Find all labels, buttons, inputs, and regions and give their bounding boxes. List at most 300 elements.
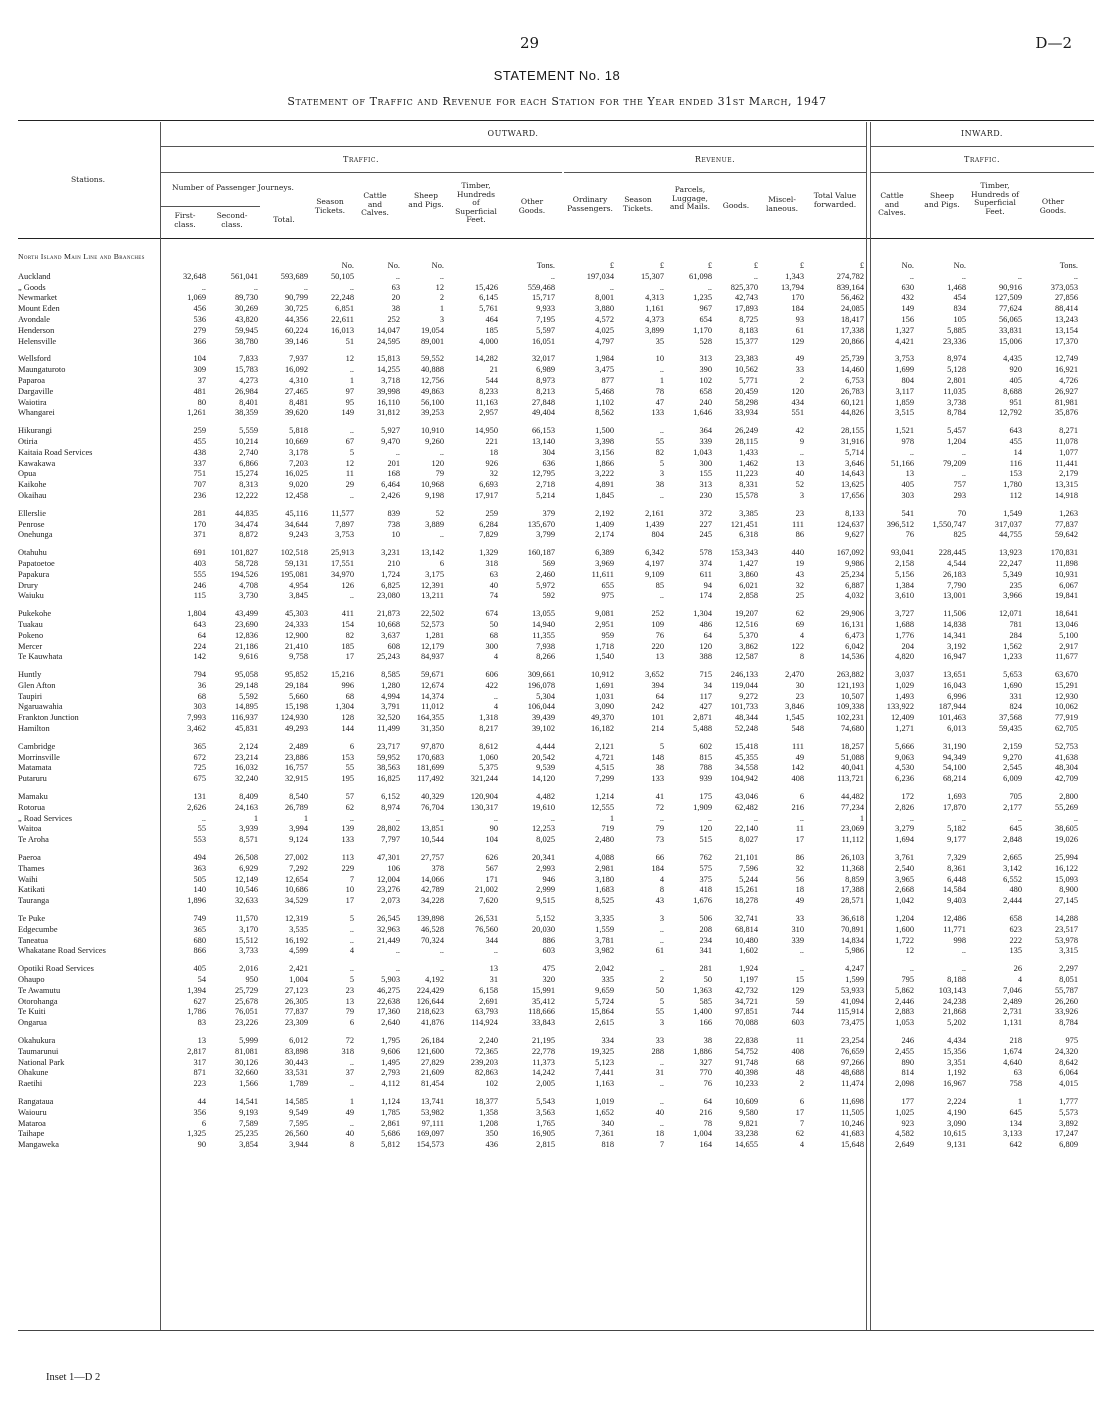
table-cell: 4,726: [1059, 375, 1078, 385]
table-cell: 8,361: [947, 863, 966, 873]
table-cell: 2,801: [947, 375, 966, 385]
table-cell: 33,843: [531, 1018, 555, 1028]
table-row: [18, 581, 1094, 592]
table-cell: 3: [659, 469, 664, 479]
station-name: Te Kuiti: [18, 1007, 46, 1017]
table-cell: 418: [699, 885, 712, 895]
station-name: Taumarunui: [18, 1046, 59, 1056]
table-cell: 4,015: [1059, 1079, 1078, 1089]
table-cell: 50: [655, 985, 664, 995]
table-cell: 6: [799, 1096, 804, 1106]
table-cell: 4: [349, 946, 354, 956]
table-cell: 79: [655, 824, 664, 834]
table-cell: 22,248: [330, 293, 354, 303]
table-cell: ..: [659, 924, 664, 934]
table-cell: 239,203: [470, 1057, 498, 1067]
table-cell: 824: [1009, 702, 1022, 712]
col-header-sheep: Sheep and Pigs.: [408, 191, 444, 209]
table-cell: 228,445: [938, 548, 966, 558]
table-cell: 1,400: [693, 1007, 712, 1017]
table-cell: 32,520: [376, 713, 400, 723]
table-cell: 19,325: [590, 1046, 614, 1056]
table-cell: 41,094: [840, 996, 864, 1006]
table-cell: 2,615: [595, 1018, 614, 1028]
table-cell: 24,238: [942, 996, 966, 1006]
table-cell: 15,216: [330, 670, 354, 680]
table-cell: 6,693: [479, 480, 498, 490]
table-cell: 164: [699, 1140, 712, 1150]
table-cell: 121,193: [836, 680, 864, 690]
table-cell: ..: [659, 935, 664, 945]
col-header-ordinary-passengers: Ordinary Passengers.: [567, 195, 613, 213]
table-row: [18, 670, 1094, 681]
table-cell: 25,994: [1054, 853, 1078, 863]
table-cell: 90,799: [284, 293, 308, 303]
table-cell: 170: [193, 519, 206, 529]
table-cell: 20,866: [840, 336, 864, 346]
table-cell: 88,414: [1054, 304, 1078, 314]
table-cell: 18,417: [840, 314, 864, 324]
table-row: [18, 631, 1094, 642]
table-cell: 91,748: [734, 1057, 758, 1067]
table-cell: 40,888: [420, 365, 444, 375]
table-cell: 10,562: [734, 365, 758, 375]
table-cell: 7,790: [947, 580, 966, 590]
table-cell: 133: [341, 835, 354, 845]
table-cell: 229: [341, 863, 354, 873]
table-cell: 313: [699, 354, 712, 364]
group-spacer: [18, 785, 1094, 792]
table-cell: 20,341: [531, 853, 555, 863]
station-name: Mangaweka: [18, 1140, 59, 1150]
station-name: Paeroa: [18, 853, 41, 863]
table-cell: 12,071: [998, 609, 1022, 619]
table-cell: 2,005: [536, 1079, 555, 1089]
table-cell: 29,184: [284, 680, 308, 690]
table-cell: 14,834: [840, 935, 864, 945]
table-cell: 68: [197, 691, 206, 701]
table-cell: 1,795: [381, 1036, 400, 1045]
station-name: Whangarei: [18, 408, 55, 418]
table-cell: 17,893: [734, 304, 758, 314]
table-cell: 1,724: [381, 569, 400, 579]
table-cell: 578: [699, 548, 712, 558]
table-cell: 14,282: [474, 354, 498, 364]
table-cell: 29,148: [234, 680, 258, 690]
table-cell: 62: [795, 1129, 804, 1139]
table-cell: 78: [655, 386, 664, 396]
table-cell: 22,778: [531, 1046, 555, 1056]
table-cell: 56,462: [840, 293, 864, 303]
table-cell: 6,013: [947, 724, 966, 734]
table-cell: 363: [193, 863, 206, 873]
station-name: Onehunga: [18, 530, 53, 540]
table-cell: 1,235: [693, 293, 712, 303]
table-cell: 2,455: [895, 1046, 914, 1056]
table-cell: 128: [341, 713, 354, 723]
table-cell: 7,596: [739, 863, 758, 873]
table-cell: 17,388: [840, 885, 864, 895]
table-cell: 7,292: [289, 863, 308, 873]
table-cell: 35: [655, 336, 664, 346]
table-cell: 21,873: [376, 609, 400, 619]
table-cell: 5: [349, 447, 354, 457]
table-cell: 5,972: [536, 580, 555, 590]
table-cell: 544: [485, 375, 498, 385]
table-cell: 4,313: [645, 293, 664, 303]
table-cell: 9,758: [289, 652, 308, 662]
table-cell: 14,655: [734, 1140, 758, 1150]
table-cell: 5,123: [595, 1057, 614, 1067]
table-cell: 72,365: [474, 1046, 498, 1056]
table-cell: 1,566: [239, 1079, 258, 1089]
table-cell: 8,525: [595, 896, 614, 906]
table-cell: 10,214: [234, 436, 258, 446]
table-row: [18, 272, 1094, 283]
station-name: Hamilton: [18, 724, 50, 734]
table-cell: 234: [699, 935, 712, 945]
table-cell: 101,463: [938, 713, 966, 723]
table-cell: 9,270: [1003, 752, 1022, 762]
table-cell: ..: [349, 426, 354, 436]
table-cell: 59,552: [420, 354, 444, 364]
station-name: Pukekohe: [18, 609, 52, 619]
table-cell: 2,489: [1003, 996, 1022, 1006]
table-cell: ..: [961, 946, 966, 956]
table-cell: 16,947: [942, 652, 966, 662]
table-cell: 29: [345, 480, 354, 490]
table-cell: 16,905: [531, 1129, 555, 1139]
table-cell: 4,544: [947, 558, 966, 568]
table-cell: 26,560: [284, 1129, 308, 1139]
table-cell: ..: [799, 946, 804, 956]
table-cell: 167,092: [836, 548, 864, 558]
station-name: Ohakune: [18, 1068, 49, 1078]
table-cell: 4: [493, 702, 498, 712]
table-cell: 10,668: [376, 619, 400, 629]
table-cell: 6: [349, 1018, 354, 1028]
table-cell: 21,868: [942, 1007, 966, 1017]
table-cell: 142: [791, 763, 804, 773]
table-cell: 5,152: [536, 914, 555, 924]
table-cell: 705: [1009, 792, 1022, 802]
table-cell: 2,957: [479, 408, 498, 418]
table-cell: 10,609: [734, 1096, 758, 1106]
table-cell: 8,331: [739, 480, 758, 490]
table-cell: 79: [345, 1007, 354, 1017]
table-cell: 9,131: [947, 1140, 966, 1150]
table-cell: 456: [193, 304, 206, 314]
table-cell: 996: [341, 680, 354, 690]
table-row: [18, 459, 1094, 470]
table-cell: 5: [659, 741, 664, 751]
table-cell: 2,540: [895, 863, 914, 873]
table-cell: 674: [485, 609, 498, 619]
table-cell: 12,391: [420, 580, 444, 590]
table-cell: 2,158: [895, 558, 914, 568]
table-cell: 17,917: [474, 490, 498, 500]
table-cell: 26,545: [376, 914, 400, 924]
table-cell: 4,434: [947, 1036, 966, 1045]
table-cell: 31,350: [420, 724, 444, 734]
table-cell: 101: [651, 713, 664, 723]
table-cell: 29,906: [840, 609, 864, 619]
table-cell: 2,731: [1003, 1007, 1022, 1017]
table-cell: 2,124: [239, 741, 258, 751]
table-cell: 411: [341, 609, 354, 619]
table-cell: ..: [659, 1079, 664, 1089]
table-cell: 43: [655, 896, 664, 906]
table-cell: 6,753: [845, 375, 864, 385]
table-cell: 18: [655, 1129, 664, 1139]
table-cell: 90,916: [998, 282, 1022, 292]
table-cell: 62,482: [734, 802, 758, 812]
table-cell: 593,689: [280, 271, 308, 281]
table-cell: 45,831: [234, 724, 258, 734]
table-cell: 9,198: [425, 490, 444, 500]
table-cell: 672: [193, 752, 206, 762]
table-cell: 37: [345, 1068, 354, 1078]
table-cell: 17,247: [1054, 1129, 1078, 1139]
table-cell: 58,728: [234, 558, 258, 568]
table-cell: 153: [341, 752, 354, 762]
table-cell: 8,784: [1059, 1018, 1078, 1028]
table-cell: 394: [651, 680, 664, 690]
table-cell: 303: [193, 702, 206, 712]
table-cell: 155: [699, 469, 712, 479]
table-cell: 8,313: [239, 480, 258, 490]
table-cell: 50: [703, 975, 712, 985]
table-cell: 51,166: [890, 458, 914, 468]
table-row: [18, 681, 1094, 692]
table-cell: 7,299: [595, 774, 614, 784]
table-cell: 25,234: [840, 569, 864, 579]
table-cell: 66,153: [531, 426, 555, 436]
table-cell: 3,222: [595, 469, 614, 479]
table-cell: 4: [799, 630, 804, 640]
table-cell: 654: [699, 314, 712, 324]
table-cell: 371: [193, 530, 206, 540]
table-cell: 12: [345, 458, 354, 468]
table-cell: 83,898: [284, 1046, 308, 1056]
table-cell: 16,182: [590, 724, 614, 734]
table-cell: 4,820: [895, 652, 914, 662]
table-cell: 3,090: [947, 1118, 966, 1128]
table-cell: 2,800: [1059, 792, 1078, 802]
table-cell: 101,827: [230, 548, 258, 558]
table-cell: 33: [795, 365, 804, 375]
table-cell: 405: [901, 480, 914, 490]
table-cell: 8,540: [289, 792, 308, 802]
unit-row: [18, 261, 1094, 272]
table-cell: 5,349: [1003, 569, 1022, 579]
table-cell: 77,919: [1054, 713, 1078, 723]
table-cell: 1,031: [595, 691, 614, 701]
table-cell: 396,512: [886, 519, 914, 529]
table-cell: 331: [1009, 691, 1022, 701]
table-cell: 76,560: [474, 924, 498, 934]
table-cell: 64: [703, 1096, 712, 1106]
table-cell: ..: [961, 469, 966, 479]
table-cell: 18,278: [734, 896, 758, 906]
table-cell: 54,100: [942, 763, 966, 773]
table-cell: 24,333: [284, 619, 308, 629]
table-row: [18, 437, 1094, 448]
table-cell: 26,789: [284, 802, 308, 812]
table-cell: 49,863: [420, 386, 444, 396]
table-cell: 23,080: [376, 591, 400, 601]
table-cell: 120: [791, 386, 804, 396]
table-cell: 64: [197, 630, 206, 640]
table-cell: 6,851: [335, 304, 354, 314]
table-cell: ..: [349, 935, 354, 945]
table-cell: 222: [1009, 935, 1022, 945]
table-cell: 59,435: [998, 724, 1022, 734]
table-cell: 9,515: [536, 896, 555, 906]
col-header-first-class: First-class.: [174, 211, 196, 229]
table-cell: 23,336: [942, 336, 966, 346]
table-cell: 196,078: [527, 680, 555, 690]
statement-title: STATEMENT No. 18: [493, 68, 621, 83]
table-cell: 1: [253, 813, 258, 823]
table-cell: 52,248: [734, 724, 758, 734]
table-cell: 317: [193, 1057, 206, 1067]
unit-label: No.: [953, 261, 966, 270]
table-cell: 184: [791, 304, 804, 314]
table-cell: 8,233: [479, 386, 498, 396]
table-cell: 35,876: [1054, 408, 1078, 418]
table-cell: 130,317: [470, 802, 498, 812]
table-cell: 27,757: [420, 853, 444, 863]
table-cell: 5,559: [239, 426, 258, 436]
table-cell: 52: [435, 508, 444, 518]
table-cell: 18,257: [840, 741, 864, 751]
table-cell: 8,001: [595, 293, 614, 303]
table-cell: 166: [699, 1018, 712, 1028]
table-cell: 9,627: [845, 530, 864, 540]
table-cell: 97: [345, 386, 354, 396]
table-cell: 14,066: [420, 874, 444, 884]
table-cell: 55,269: [1054, 802, 1078, 812]
table-cell: 119,044: [731, 680, 758, 690]
table-cell: 2,999: [536, 885, 555, 895]
table-cell: 76: [905, 530, 914, 540]
table-cell: 195,081: [280, 569, 308, 579]
table-cell: 1,599: [845, 975, 864, 985]
table-row: [18, 365, 1094, 376]
table-cell: 197,034: [586, 271, 614, 281]
table-cell: 279: [193, 325, 206, 335]
table-cell: 317,037: [994, 519, 1022, 529]
table-cell: 34,529: [284, 896, 308, 906]
station-name: Edgecumbe: [18, 924, 58, 934]
table-cell: 2,626: [187, 802, 206, 812]
table-cell: 117,492: [417, 774, 444, 784]
table-cell: 4: [659, 874, 664, 884]
table-cell: 43,499: [234, 609, 258, 619]
table-cell: 6,009: [1003, 774, 1022, 784]
table-row: [18, 548, 1094, 559]
table-cell: 208: [699, 924, 712, 934]
table-cell: ..: [439, 530, 444, 540]
table-cell: 2,224: [947, 1096, 966, 1106]
table-cell: 216: [791, 802, 804, 812]
table-cell: 5,771: [739, 375, 758, 385]
table-cell: 16,013: [330, 325, 354, 335]
station-name: Ellerslie: [18, 508, 46, 518]
table-cell: 11,898: [1055, 558, 1078, 568]
table-cell: 59,671: [420, 670, 444, 680]
table-cell: 804: [651, 530, 664, 540]
table-cell: 1,789: [289, 1079, 308, 1089]
table-cell: 4,994: [381, 691, 400, 701]
table-cell: ..: [961, 964, 966, 974]
station-name: Avondale: [18, 314, 50, 324]
table-cell: 76: [703, 1079, 712, 1089]
table-cell: 5,653: [1003, 670, 1022, 680]
table-cell: 97,870: [420, 741, 444, 751]
table-cell: 2,161: [645, 508, 664, 518]
table-cell: 12,587: [734, 652, 758, 662]
table-cell: 3,315: [1059, 946, 1078, 956]
table-cell: 17,870: [942, 802, 966, 812]
table-cell: 40: [795, 469, 804, 479]
table-cell: 13,211: [421, 591, 444, 601]
table-cell: 1,924: [739, 964, 758, 974]
table-cell: 42,732: [734, 985, 758, 995]
table-cell: 8: [799, 652, 804, 662]
table-cell: 104: [193, 354, 206, 364]
table-cell: 252: [651, 609, 664, 619]
table-cell: 30,269: [234, 304, 258, 314]
table-cell: ..: [799, 813, 804, 823]
table-cell: 126,644: [416, 996, 444, 1006]
statement-subtitle: Statement of Traffic and Revenue for each Station for the Year ended 31st March, 1947: [287, 95, 827, 108]
table-cell: 118,666: [528, 1007, 555, 1017]
table-row: [18, 1018, 1094, 1029]
table-cell: 1,004: [289, 975, 308, 985]
table-cell: 7,203: [289, 458, 308, 468]
table-cell: 31,916: [840, 436, 864, 446]
table-cell: 926: [485, 458, 498, 468]
table-cell: 194,526: [230, 569, 258, 579]
table-cell: 814: [901, 1068, 914, 1078]
table-cell: 1,019: [595, 1096, 614, 1106]
table-cell: 23,309: [284, 1018, 308, 1028]
table-cell: 24,085: [840, 304, 864, 314]
table-cell: 1,280: [381, 680, 400, 690]
table-cell: 133: [651, 774, 664, 784]
table-cell: 1,394: [187, 985, 206, 995]
table-row: [18, 975, 1094, 986]
table-row: [18, 559, 1094, 570]
table-cell: 559,468: [527, 282, 555, 292]
table-cell: 2,826: [895, 802, 914, 812]
table-cell: 8,271: [1059, 426, 1078, 436]
table-cell: ..: [439, 964, 444, 974]
table-cell: 9,659: [595, 985, 614, 995]
table-cell: 19,026: [1054, 835, 1078, 845]
table-cell: 515: [699, 835, 712, 845]
group-spacer: [18, 347, 1094, 354]
table-cell: 169,097: [416, 1129, 444, 1139]
table-cell: 13,741: [420, 1096, 444, 1106]
table-cell: 9,606: [381, 1046, 400, 1056]
table-cell: 44,835: [234, 508, 258, 518]
table-cell: 818: [601, 1140, 614, 1150]
table-cell: ..: [349, 365, 354, 375]
table-cell: 1,204: [895, 914, 914, 924]
